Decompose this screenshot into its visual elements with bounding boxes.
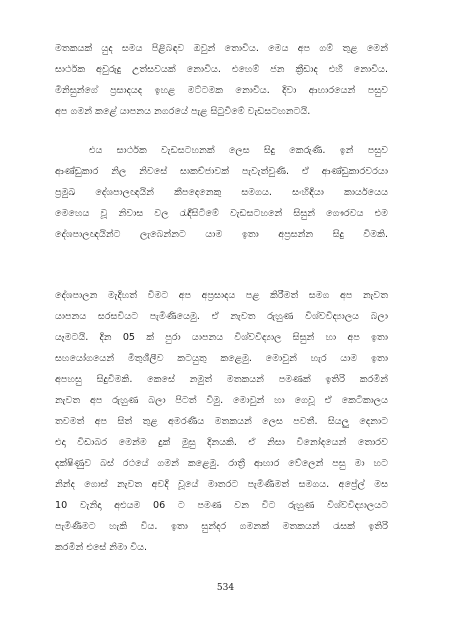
- text-line: දක්ෂිණුව බස් රථයේ ගමන් කළෙමු. රාත්‍රී ආහාර වේලෙන් පසු මා හට: [55, 458, 388, 469]
- paragraph-1: [55, 38, 388, 122]
- text-line: එදා විඩාබර මෙන්ම දුක් මුසු දිනයකි. ඒ නිසා විනෝදයෙන් තොරව: [55, 437, 388, 448]
- text-line: පැමිණීමට හැකි විය. ඉතා සුන්දර ගමනක් මතකයන් රැසක් ඉතිරි: [55, 521, 388, 532]
- text-line: ප්‍රමුඛ දේශපාලඥයින් කීපදෙනෙකු සමගය. සංහිඳියා කාර්යයෙය: [55, 187, 388, 198]
- paragraph-2: [55, 140, 388, 245]
- text-line: මිනිසුන්ගේ ප්‍රසාදයද ඉහළ මට්ටමක නොවීය. දිවා ආහාරයෙන් පසුව: [55, 85, 388, 96]
- text-line: තවමත් අප සිත් තුළ අමරණීය මතකයන් ලෙස පවතී. සියලු දෙනාට: [55, 416, 388, 427]
- text-line: කරමින් එසේ නිමා විය.: [55, 542, 148, 553]
- text-line: ආණ්ඩුකාර නිල නිවසේ සාකච්ජාවක් පැවැත්වුණි. ඒ ආණ්ඩුකාරවරයා: [55, 166, 388, 177]
- text-line: මෙහෙය වූ නිවාස වල රැඳීසිටීමේ වැඩසටහනේ සිසුන් ගෞරවය එම: [55, 208, 388, 219]
- text-line: සාර්ථක අවුරුදු උත්සවයක් නොවීය. එහෙම් ජන ක්‍රීඩාද එහි නොවීය.: [55, 64, 388, 75]
- page-number: 534: [216, 583, 235, 593]
- text-line: දේශපාලඥයින්ට ලැබෙන්නට යාම ඉතා අප්‍රසන්න සිදු වීමකි.: [55, 229, 388, 240]
- paragraph-2-continued: [55, 285, 388, 558]
- text-line: නැවත අප රුහුණ බලා පිටත් වීමු. මොවුන් හා ගෙවූ ඒ කෙටිකාලය: [55, 395, 388, 406]
- text-line: නින්ද ගොස් නැවත අවදි වූයේ මාතරට පැමිණීමත් සමගය. අප්‍රේල් මස: [55, 479, 388, 490]
- text-line: යෑමටයි. දින 05 ක් පුරා යාපනය විශ්වවිද්‍යාල සිසුන් හා අප ඉතා: [55, 332, 388, 343]
- text-line: මතකයක් යුද සමය පිළිබඳව ඔවුන් තොවීය. මෙය අප ගම් තුළ මෙන්: [55, 43, 388, 54]
- text-line: දේශපාලන මැදිහත් වීමට අප අප්‍රසාදය පළ කිරීමත් සමග අප නැවත: [55, 290, 388, 301]
- text-line: යාපනය සරසවියට පැමිණියෙමු. ඒ නැවත රුහුණ විශ්වවිද්‍යාලය බලා: [55, 311, 388, 322]
- text-line: 10 වැනිදා අළුයම 06 ට පමණ වන විට රුහුණ විශ්වවිද්‍යාලයට: [55, 500, 388, 511]
- text-line: එය සාර්ථක වැඩසටහනක් ලෙස සිදු කෙරුණි. ඉන් පසුව: [89, 145, 388, 156]
- text-line: සහයෝගයෙන් මිතුශීලීව කටයුතු කළෙමු. මොවුන් හැර යාම ඉතා: [55, 353, 388, 364]
- text-line: අප ගමන් කළේ යාපනය නගරයේ පැළ සිටුවීමේ වැඩසටහනටයි.: [55, 106, 311, 117]
- text-line: අපහසු සිදුවීමකි. කෙසේ නමුත් මතකයන් පමණක් ඉතිරි කරමින්: [55, 374, 388, 385]
